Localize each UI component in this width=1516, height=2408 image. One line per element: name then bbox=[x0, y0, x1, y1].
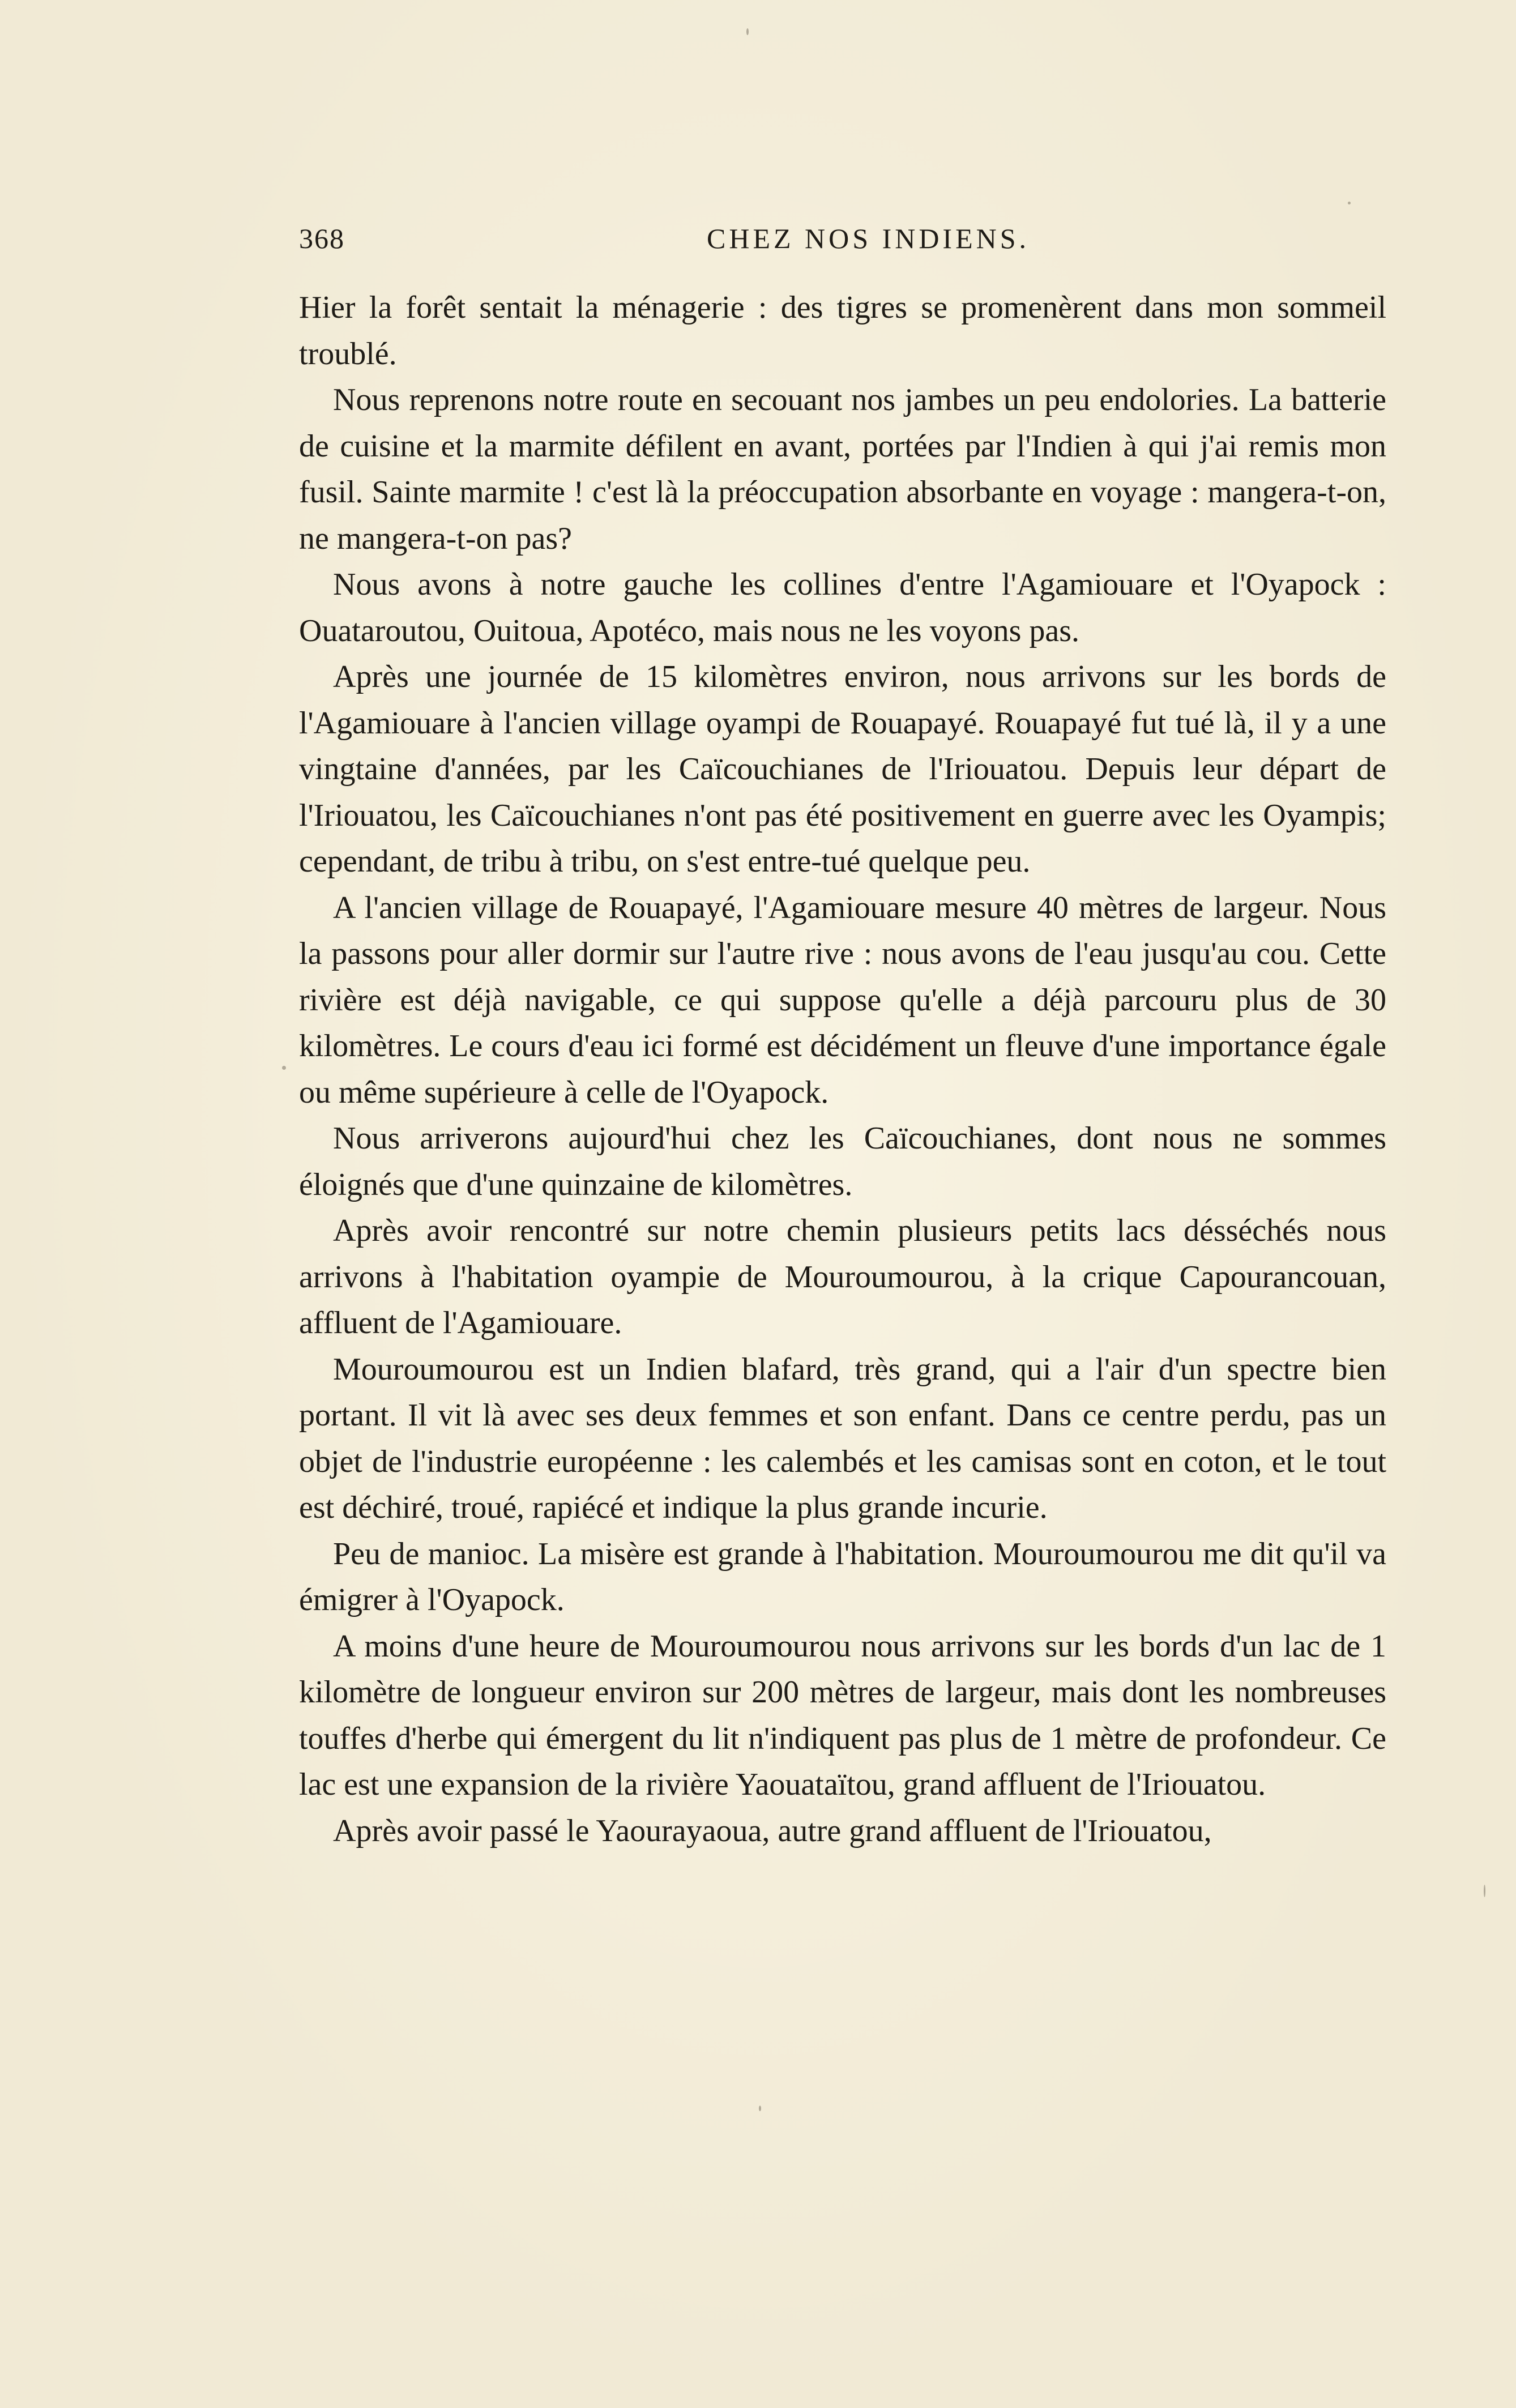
running-head: CHEZ NOS INDIENS. bbox=[707, 223, 1030, 254]
paragraph: Hier la forêt sentait la ménagerie : des tigres se promenèrent dans mon sommeil troublé. bbox=[299, 290, 1386, 372]
paragraph: Après une journée de 15 kilomètres environ, nous arrivons sur les bords de l'Agamiouare à l'ancien village oyampi de Rouapayé. Rouapayé fut tué là, il y a une vingtaine d'années, par les Caïcouchianes de l'Iriouatou. Depuis leur départ de l'Iriouatou, les Caïcouchianes n'ont pas été positivement en guerre avec les Oyampis; cependant, de tribu à tribu, on s'est entre-tué quelque peu. bbox=[299, 659, 1386, 879]
paper-speck bbox=[1484, 1885, 1485, 1897]
paragraph: Peu de manioc. La misère est grande à l'habitation. Mouroumourou me dit qu'il va émigrer à l'Oyapock. bbox=[299, 1536, 1386, 1617]
page-number: 368 bbox=[299, 223, 345, 254]
page-header bbox=[299, 222, 1386, 262]
paper-speck bbox=[1348, 202, 1351, 204]
paragraph: Après avoir rencontré sur notre chemin plusieurs petits lacs désséchés nous arrivons à l'habitation oyampie de Mouroumourou, à la crique Capourancouan, affluent de l'Agamiouare. bbox=[299, 1213, 1386, 1340]
paragraph: Mouroumourou est un Indien blafard, très grand, qui a l'air d'un spectre bien portant. Il vit là avec ses deux femmes et son enfant. Dans ce centre perdu, pas un objet de l'industrie européenne : les calembés et les camisas sont en coton, et le tout est déchiré, troué, rapiécé et indique la plus grande incurie. bbox=[299, 1351, 1386, 1525]
paragraph: A l'ancien village de Rouapayé, l'Agamiouare mesure 40 mètres de largeur. Nous la passons pour aller dormir sur l'autre rive : nous avons de l'eau jusqu'au cou. Cette rivière est déjà navigable, ce qui suppose qu'elle a déjà parcouru plus de 30 kilomètres. Le cours d'eau ici formé est décidément un fleuve d'une importance égale ou même supérieure à celle de l'Oyapock. bbox=[299, 890, 1386, 1110]
paper-speck bbox=[746, 28, 749, 35]
paper-speck bbox=[282, 1066, 286, 1070]
paragraph: A moins d'une heure de Mouroumourou nous arrivons sur les bords d'un lac de 1 kilomètre de longueur environ sur 200 mètres de largeur, mais dont les nombreuses touffes d'herbe qui émergent du lit n'indiquent pas plus de 1 mètre de profondeur. Ce lac est une expansion de la rivière Yaouataïtou, grand affluent de l'Iriouatou. bbox=[299, 1628, 1386, 1802]
body-text bbox=[299, 285, 1386, 1854]
paragraph: Après avoir passé le Yaourayaoua, autre grand affluent de l'Iriouatou, bbox=[333, 1813, 1212, 1848]
paragraph: Nous reprenons notre route en secouant nos jambes un peu endolories. La batterie de cuisine et la marmite défilent en avant, portées par l'Indien à qui j'ai remis mon fusil. Sainte marmite ! c'est là la préoccupation absorbante en voyage : mangera-t-on, ne mangera-t-on pas? bbox=[299, 382, 1386, 556]
paragraph: Nous arriverons aujourd'hui chez les Caïcouchianes, dont nous ne sommes éloignés que d'une quinzaine de kilomètres. bbox=[299, 1121, 1386, 1202]
paper-speck bbox=[759, 2106, 761, 2111]
paragraph: Nous avons à notre gauche les collines d'entre l'Agamiouare et l'Oyapock : Ouataroutou, Ouitoua, Apotéco, mais nous ne les voyons pas. bbox=[299, 567, 1386, 648]
